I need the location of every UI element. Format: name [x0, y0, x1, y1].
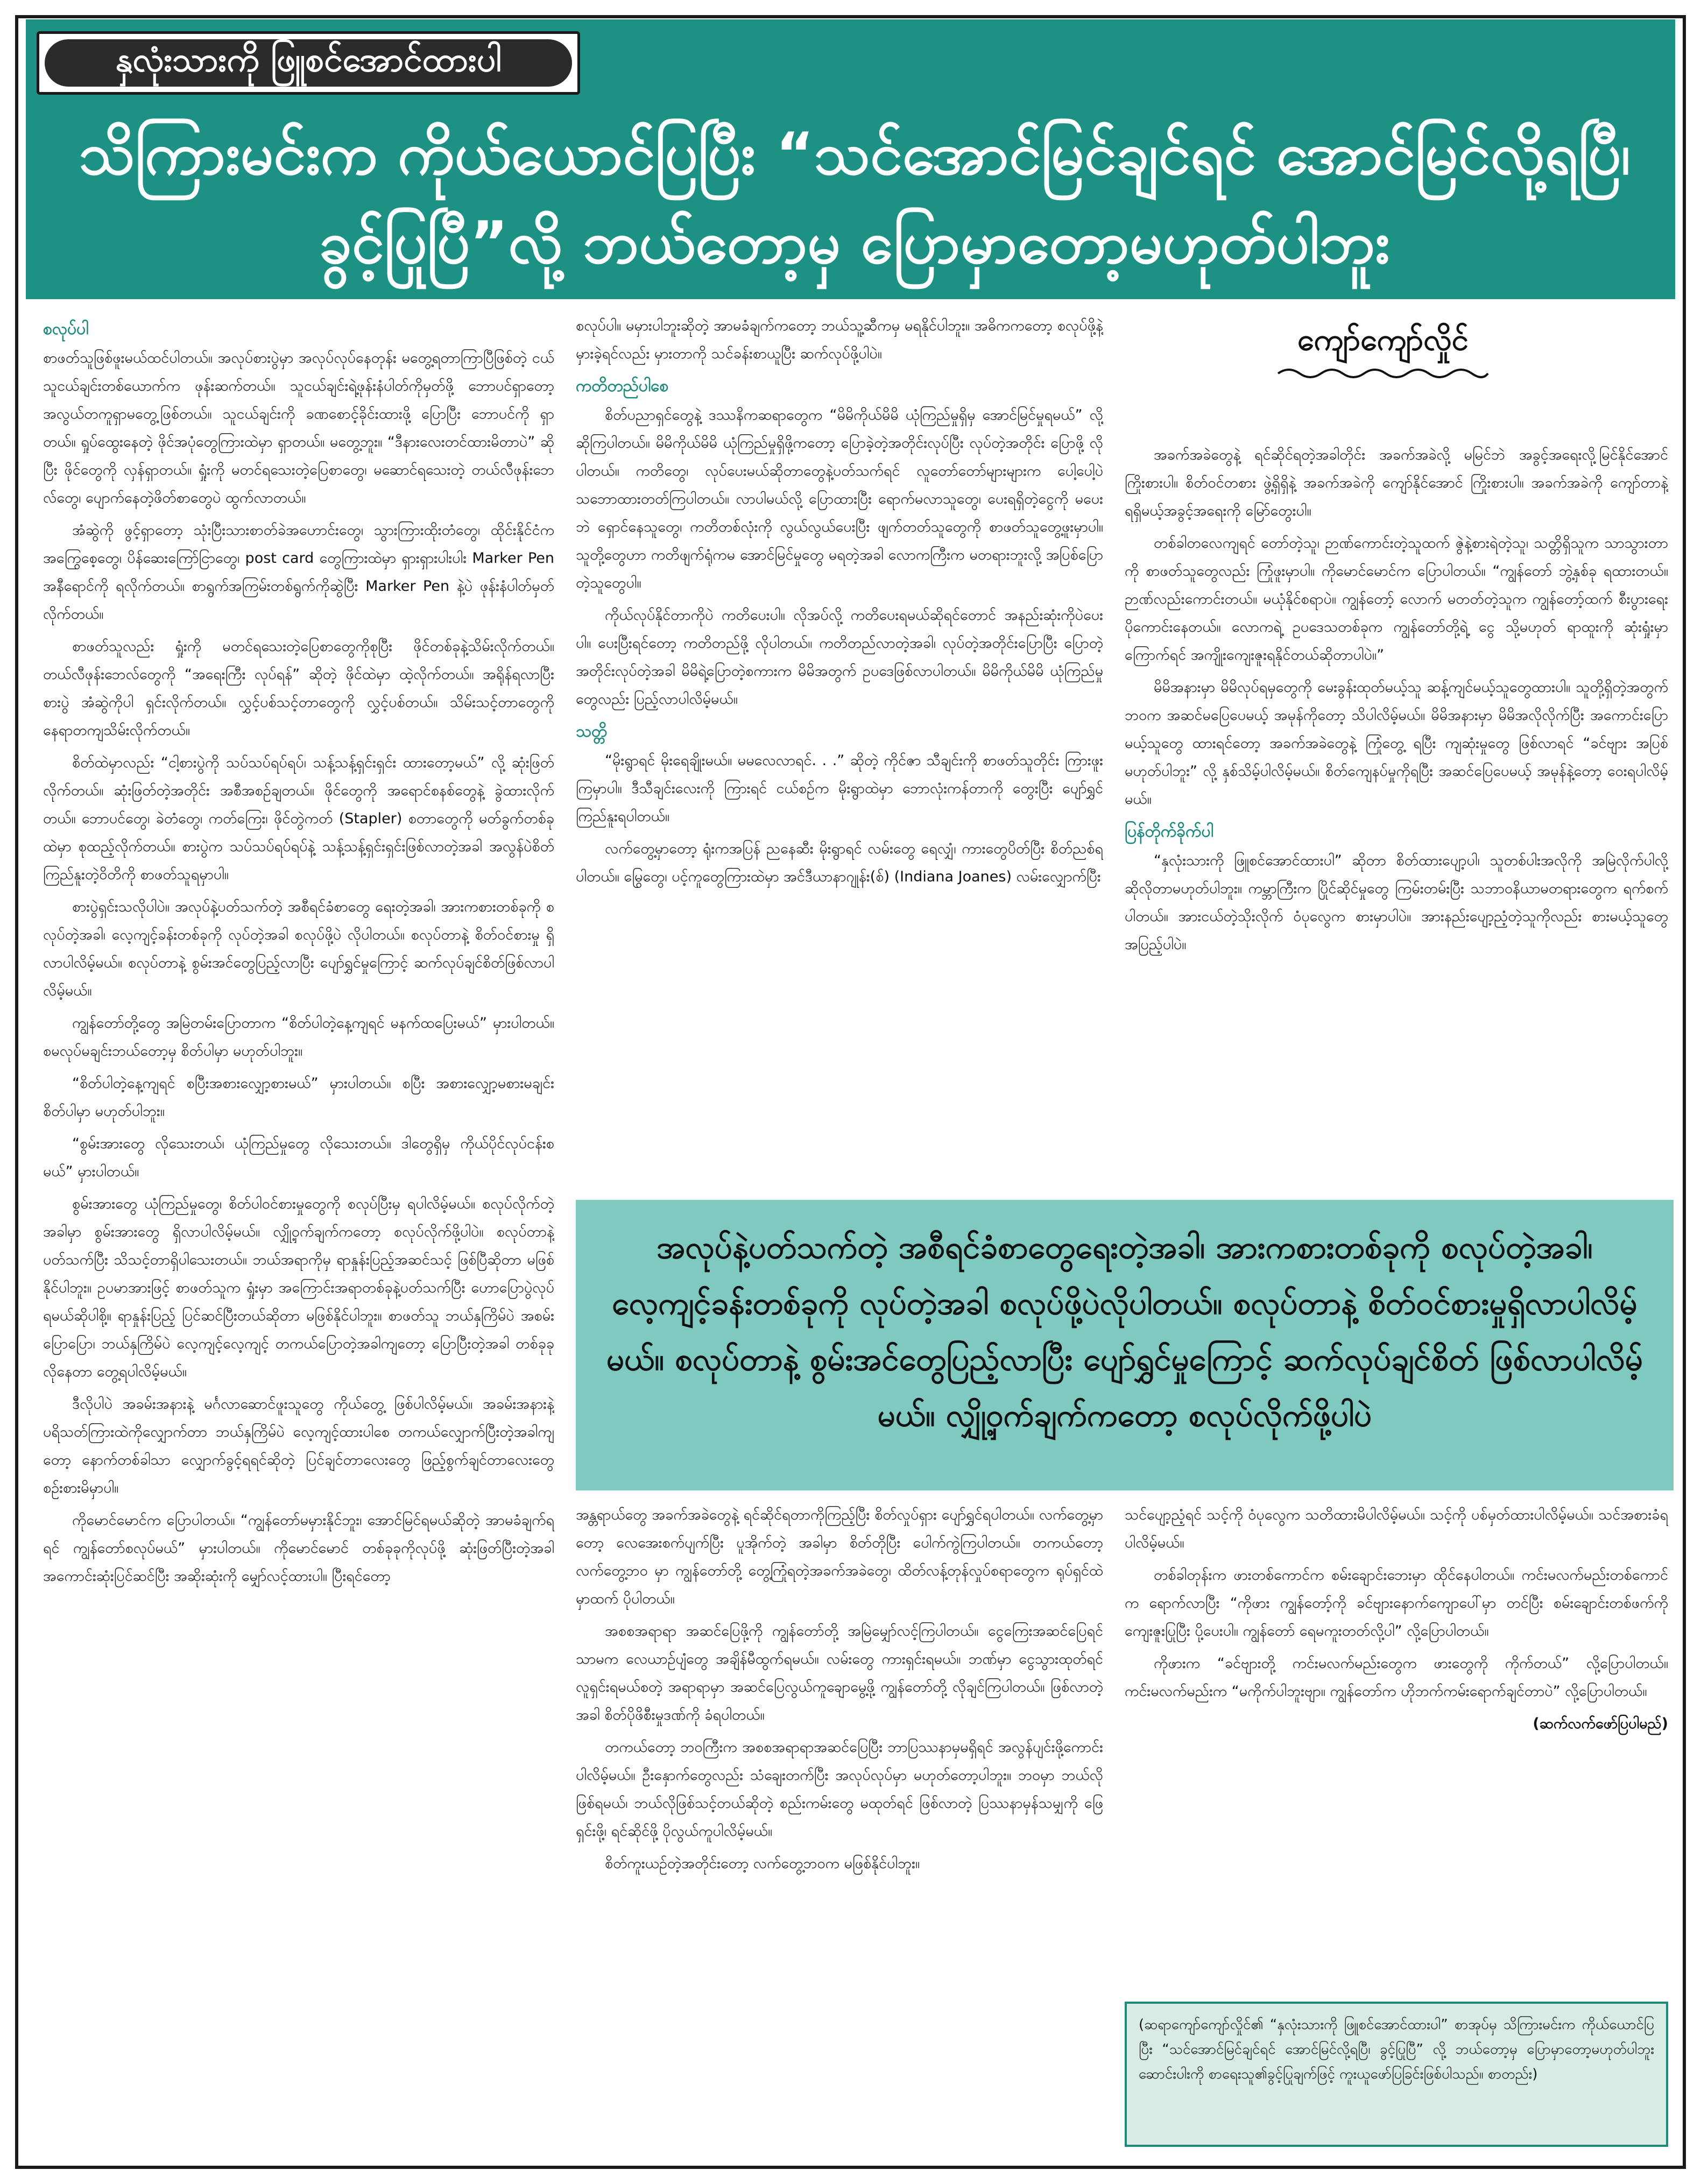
column-3-lower: [1125, 1501, 1668, 1985]
header-band: [26, 19, 1675, 299]
paragraph: စွမ်းအားတွေ ယုံကြည်မှုတွေ၊ စိတ်ပါဝင်စားမှုတွေကို စလုပ်ပြီးမှ ရပါလိမ့်မယ်။ စလုပ်လိုက်တဲ့အခါမှာ စွမ်းအားတွေ ရှိလာပါလိမ့်မယ်။ လျှို့ဝှက်ချက်ကတော့ စလုပ်လိုက်ဖို့ပါပဲ။ စလုပ်တာနဲ့ပတ်သက်ပြီး သိသင့်တာရှိပါသေးတယ်။ ဘယ်အရာကိုမှ ရာနှုန်းပြည့်အဆင်သင့် ဖြစ်ပြီဆိုတာ မဖြစ်နိုင်ပါဘူး။ ဥပမာအားဖြင့် စာဖတ်သူက ရှုံးမှာ အကြောင်းအရာတစ်ခုနဲ့ပတ်သက်ပြီး ဟောပြောပွဲလုပ်ရမယ်ဆိုပါစို့။ ရာနှုန်းပြည့် ပြင်ဆင်ပြီးတယ်ဆိုတာ မဖြစ်နိုင်ပါဘူး။ စာဖတ်သူ ဘယ်နှကြိမ်ပဲ အစမ်းပြောပြော၊ ဘယ်နှကြိမ်ပဲ လေ့ကျင့်လေ့ကျင့် တကယ်ပြောတဲ့အခါကျတော့ ပြောပြီးတဲ့အခါ တစ်ခုခုလိုနေတာ တွေ့ရပါလိမ့်မယ်။: [43, 1196, 554, 1380]
paragraph: စားပွဲရှင်းသလိုပါပဲ။ အလုပ်နဲ့ပတ်သက်တဲ့ အစီရင်ခံစာတွေ ရေးတဲ့အခါ၊ အားကစားတစ်ခုကို စလုပ်တဲ့အခါ၊ လေ့ကျင့်ခန်းတစ်ခုကို လုပ်တဲ့အခါ စလုပ်ဖို့ပဲ လိုပါတယ်။ စလုပ်တာနဲ့ စိတ်ဝင်စားမှု ရှိလာပါလိမ့်မယ်။ စလုပ်တာနဲ့ စွမ်းအင်တွေပြည့်လာပြီး ပျော်ရွှင်မှုကြောင့် ဆက်လုပ်ချင်စိတ်ဖြစ်လာပါလိမ့်မယ်။: [43, 899, 554, 999]
paragraph: “စိတ်ပါတဲ့နေ့ကျရင် စပြီးအစားလျှော့စားမယ်” မှားပါတယ်။ စပြီး အစားလျှော့မစားမချင်း စိတ်ပါမှာ မဟုတ်ပါဘူး။: [43, 1075, 554, 1120]
article-headline: သိကြားမင်းက ကိုယ်ယောင်ပြပြီး “သင်အောင်မြင်ချင်ရင် အောင်မြင်လို့ရပြီ၊ ခွင့်ပြုပြီ”လို့ ဘယ်တော့မှ ပြောမှာတော့မဟုတ်ပါဘူး: [79, 121, 1631, 277]
author-name: ကျော်ကျော်လှိုင်: [1297, 322, 1469, 357]
paragraph: ကိုမောင်မောင်က ပြောပါတယ်။ “ကျွန်တော်မမှားနိုင်ဘူး၊ အောင်မြင်ရမယ်ဆိုတဲ့ အာမခံချက်ရရင် ကျွန်တော်စလုပ်မယ်” မှားပါတယ်။ ကိုမောင်မောင် တစ်ခုခုကိုလုပ်ဖို့ ဆုံးဖြတ်ပြီးတဲ့အခါ အကောင်းဆုံးပြင်ဆင်ပြီး အဆိုးဆုံးကို မျှော်လင့်ထားပါ။ ပြီးရင်တော့: [43, 1512, 554, 1585]
subhead-courage: သတ္တိ: [576, 722, 608, 741]
subhead-fight-back: ပြန်တိုက်ခိုက်ပါ: [1125, 822, 1213, 841]
paragraph: ကိုဖားက “ခင်ဗျားတို့ ကင်းမလက်မည်းတွေက ဖားတွေကို ကိုက်တယ်” လို့ပြောပါတယ်။ ကင်းမလက်မည်းက “မကိုက်ပါဘူးဗျာ။ ကျွန်တော်က ဟိုဘက်ကမ်းရောက်ချင်တာပဲ” လို့ပြောပါတယ်။: [1125, 1655, 1668, 1700]
paragraph: အစစအရာရာ အဆင်ပြေဖို့ကို ကျွန်တော်တို့ အမြဲမျှော်လင့်ကြပါတယ်။ ငွေကြေးအဆင်ပြေရင်သာမက လေယာဉ်ပျံတွေ အချိန်မီထွက်ရမယ်။ လမ်းတွေ ကားရှင်းရမယ်။ ဘဏ်မှာ ငွေသွားထုတ်ရင် လူရှင်းရမယ်စတဲ့ အရာရာမှာ အဆင်ပြေလွယ်ကူချောမွေ့ဖို့ ကျွန်တော်တို့ လိုချင်ကြပါတယ်။ ဖြစ်လာတဲ့အခါ စိတ်ပိုဖိစီးမှုဒဏ်ကို ခံရပါတယ်။: [576, 1623, 1103, 1723]
paragraph: တစ်ခါတလေကျရင် တော်တဲ့သူ၊ ဉာဏ်ကောင်းတဲ့သူထက် ဇွဲနဲ့စားရဲတဲ့သူ၊ သတ္တိရှိသူက သာသွားတာကို စာဖတ်သူတွေလည်း ကြုံဖူးမှာပါ။ ကိုမောင်မောင်က ပြောပါတယ်။ “ကျွန်တော် ဘွဲ့နှစ်ခု ရထားတယ်။ ဉာဏ်လည်းကောင်းတယ်။ မယုံနိုင်စရာပဲ။ ကျွန်တော့် လောက် မတတ်တဲ့သူက ကျွန်တော့်ထက် စီးပွားရေးပိုကောင်းနေတယ်။ လောကရဲ့ ဥပဒေသတစ်ခုက ကျွန်တော်တို့ရဲ့ ငွေ သို့မဟုတ် ရာထူးကို ဆုံးရှုံးမှာကြောက်ရင် အကျိုးကျေးဇူးရနိုင်တယ်ဆိုတာပါပဲ။”: [1125, 535, 1668, 663]
paragraph: စာဖတ်သူဖြစ်ဖူးမယ်ထင်ပါတယ်။ အလုပ်စားပွဲမှာ အလုပ်လုပ်နေတုန်း မတွေ့ရတာကြာပြီဖြစ်တဲ့ ငယ်သူငယ်ချင်းတစ်ယောက်က ဖုန်းဆက်တယ်။ သူငယ်ချင်းရဲ့ဖုန်းနံပါတ်ကိုမှတ်ဖို့ ဘောပင်ရှာတော့ အလွယ်တကူရှာမတွေ့ဖြစ်တယ်။ သူငယ်ချင်းကို ခဏစောင့်ခိုင်းထားဖို့ ပြောပြီး ဘောပင်ကို ရှာတယ်။ ရှုပ်ထွေးနေတဲ့ ဖိုင်အပုံတွေကြားထဲမှာ ရှာတယ်။ မတွေ့ဘူး။ “ဒီနားလေးတင်ထားမိတာပဲ” ဆိုပြီး ဖိုင်တွေကို လှန်ရှာတယ်။ ရှုံးကို မတင်ရသေးတဲ့ပြေစာတွေ၊ မဆောင်ရသေးတဲ့ တယ်လီဖုန်းဘေလ်တွေ၊ ပျောက်နေတဲ့ဖိတ်စာတွေပဲ ထွက်လာတယ်။: [43, 350, 554, 506]
column-2: [576, 312, 1103, 1195]
subhead-keep-promise: ကတိတည်ပါစေ: [576, 377, 669, 395]
paragraph: ဒီလိုပါပဲ အခမ်းအနားနဲ့ မင်္ဂလာဆောင်ဖူးသူတွေ ကိုယ်တွေ့ ဖြစ်ပါလိမ့်မယ်။ အခမ်းအနားနဲ့ ပရိသတ်ကြားထဲကိုလျှောက်တာ ဘယ်နှကြိမ်ပဲ လေ့ကျင့်ထားပါစေ တကယ်လျှောက်ပြီးတဲ့အခါကျတော့ နောက်တစ်ခါသာ လျှောက်ခွင့်ရရင်ဆိုတဲ့ ပြင်ချင်တာလေးတွေ ဖြည့်စွက်ချင်တာလေးတွေ စဉ်းစားမိမှာပါ။: [43, 1396, 554, 1496]
column-1: [43, 312, 554, 2147]
paragraph: “နှလုံးသားကို ဖြူစင်အောင်ထားပါ” ဆိုတာ စိတ်ထားပျော့ပါ၊ သူတစ်ပါးအလိုကို အမြဲလိုက်ပါလို့ ဆိုလိုတာမဟုတ်ပါဘူး။ ကမ္ဘာကြီးက ပြိုင်ဆိုင်မှုတွေ ကြမ်းတမ်းပြီး သဘာဝနိယာမတရားတွေက ရက်စက်ပါတယ်။ အားငယ်တဲ့သိုးလိုက် ဝံပုလွေက စားမှာပါပဲ။ အားနည်းပျော့ညံ့တဲ့သူကိုလည်း စားမယ့်သူတွေ အပြည့်ပါပဲ။: [1125, 852, 1668, 953]
to-be-continued: (ဆက်လက်ဖော်ပြပါမည်): [1533, 1715, 1668, 1732]
paragraph: တစ်ခါတုန်းက ဖားတစ်ကောင်က စမ်းချောင်းဘေးမှာ ထိုင်နေပါတယ်။ ကင်းမလက်မည်းတစ်ကောင်က ရောက်လာပြီး “ကိုဖား ကျွန်တော့်ကို ခင်ဗျားနောက်ကျောပေါ်မှာ တင်ပြီး စမ်းချောင်းတစ်ဖက်ကို ကျေးဇူးပြုပြီး ပို့ပေးပါ။ ကျွန်တော် ရေမကူးတတ်လို့ပါ” လို့ပြောပါတယ်။: [1125, 1567, 1668, 1639]
paragraph: ကျွန်တော်တို့တွေ အမြဲတမ်းပြောတာက “စိတ်ပါတဲ့နေ့ကျရင် မနက်ထပြေးမယ်” မှားပါတယ်။ စမလုပ်မချင်းဘယ်တော့မှ စိတ်ပါမှာ မဟုတ်ပါဘူး။: [43, 1015, 554, 1059]
column-3: [1125, 441, 1668, 1195]
paragraph: ကိုယ်လုပ်နိုင်တာကိုပဲ ကတိပေးပါ။ လိုအပ်လို့ ကတိပေးရမယ်ဆိုရင်တောင် အနည်းဆုံးကိုပဲပေးပါ။ ပေးပြီးရင်တော့ ကတိတည်ဖို့ လိုပါတယ်။ ကတိတည်လာတဲ့အခါ၊ လုပ်တဲ့အတိုင်းပြောပြီး ပြောတဲ့အတိုင်းလုပ်တဲ့အခါ မိမိရဲ့ပြောတဲ့စကားက မိမိအတွက် ဥပဒေဖြစ်လာပါတယ်။ မိမိကိုယ်မိမိ ယုံကြည်မှုတွေလည်း ပြည့်လာပါလိမ့်မယ်။: [576, 607, 1103, 708]
byline: [1238, 319, 1528, 399]
paragraph: အခက်အခဲတွေနဲ့ ရင်ဆိုင်ရတဲ့အခါတိုင်း အခက်အခဲလို့ မမြင်ဘဲ အခွင့်အရေးလို့မြင်နိုင်အောင် ကြိုးစားပါ။ စိတ်ဝင်တစား ဖွဲ့ရှိရှိနဲ့ အခက်အခဲကို ကျော်နိုင်အောင် ကြိုးစားပါ။ အခက်အခဲကို ကျော်တာနဲ့ ရရှိမယ့်အခွင့်အရေးကို မြော်တွေးပါ။: [1125, 447, 1668, 519]
series-title: နှလုံးသားကို ဖြူစင်အောင်ထားပါ: [45, 39, 572, 87]
subhead-start: စလုပ်ပါ: [43, 320, 89, 338]
paragraph: စိတ်ကူးယဉ်တဲ့အတိုင်းတော့ လက်တွေ့ဘဝက မဖြစ်နိုင်ပါဘူး။: [605, 1855, 920, 1872]
paragraph: စာဖတ်သူလည်း ရှုံးကို မတင်ရသေးတဲ့ပြေစာတွေကိုစုပြီး ဖိုင်တစ်ခုနဲ့သိမ်းလိုက်တယ်။ တယ်လီဖုန်းဘေလ်တွေကို “အရေးကြီး လုပ်ရန်” ဆိုတဲ့ ဖိုင်ထဲမှာ ထဲ့လိုက်တယ်။ အရိုန်ရလာပြီး စားပွဲ အံဆွဲကိုပါ ရှင်းလိုက်တယ်။ လွှင့်ပစ်သင့်တာတွေကို လွှင့်ပစ်တယ်။ သိမ်းသင့်တာတွေကို နေရာတကျသိမ်းလိုက်တယ်။: [43, 638, 554, 739]
pull-quote: အလုပ်နဲ့ပတ်သက်တဲ့ အစီရင်ခံစာတွေရေးတဲ့အခါ၊ အားကစားတစ်ခုကို စလုပ်တဲ့အခါ၊ လေ့ကျင့်ခန်းတစ်ခုကို လုပ်တဲ့အခါ စလုပ်ဖို့ပဲလိုပါတယ်။ စလုပ်တာနဲ့ စိတ်ဝင်စားမှုရှိလာပါလိမ့်မယ်။ စလုပ်တာနဲ့ စွမ်းအင်တွေပြည့်လာပြီး ပျော်ရွှင်မှုကြောင့် ဆက်လုပ်ချင်စိတ် ဖြစ်လာပါလိမ့်မယ်။ လျှို့ဝှက်ချက်ကတော့ စလုပ်လိုက်ဖို့ပါပဲ: [576, 1200, 1674, 1490]
paragraph: အန္တရာယ်တွေ အခက်အခဲတွေနဲ့ ရင်ဆိုင်ရတာကိုကြည့်ပြီး စိတ်လှုပ်ရှား ပျော်ရွှင်ရပါတယ်။ လက်တွေ့မှာတော့ လေအေးစက်ပျက်ပြီး ပူအိုက်တဲ့ အခါမှာ စိတ်တိုပြီး ပေါက်ကွဲကြပါတယ်။ တကယ်တော့ လက်တွေ့ဘဝ မှာ ကျွန်တော်တို့ တွေ့ကြုံရတဲ့အခက်အခဲတွေ၊ ထိတ်လန့်တုန်လှုပ်စရာတွေက ရုပ်ရှင်ထဲမှာထက် ပိုပါတယ်။: [576, 1507, 1103, 1607]
paragraph: စလုပ်ပါ။ မမှားပါဘူးဆိုတဲ့ အာမခံချက်ကတော့ ဘယ်သူ့ဆီကမှ မရနိုင်ပါဘူး။ အဓိကကတော့ စလုပ်ဖို့နဲ့ မှားခဲ့ရင်လည်း မှားတာကို သင်ခန်းစာယူပြီး ဆက်လုပ်ဖို့ပါပဲ။: [576, 317, 1103, 362]
paragraph: တကယ်တော့ ဘဝကြီးက အစစအရာရာအဆင်ပြေပြီး ဘာပြဿနာမှမရှိရင် အလွန်ပျင်းဖို့ကောင်းပါလိမ့်မယ်။ ဦးနှောက်တွေလည်း သံချေးတက်ပြီး အလုပ်လုပ်မှာ မဟုတ်တော့ပါဘူး။ ဘဝမှာ ဘယ်လိုဖြစ်ရမယ်၊ ဘယ်လိုဖြစ်သင့်တယ်ဆိုတဲ့ စည်းကမ်းတွေ မထုတ်ရင် ဖြစ်လာတဲ့ ပြဿနာမှန်သမျှကို ဖြေရှင်းဖို့၊ ရင်ဆိုင်ဖို့ ပိုလွယ်ကူပါလိမ့်မယ်။: [576, 1739, 1103, 1840]
paragraph: စိတ်ထဲမှာလည်း “ငါ့စားပွဲကို သပ်သပ်ရပ်ရပ်၊ သန့်သန့်ရှင်းရှင်း ထားတော့မယ်” လို့ ဆုံးဖြတ်လိုက်တယ်။ ဆုံးဖြတ်တဲ့အတိုင်း အစီအစဉ်ချတယ်။ ဖိုင်တွေကို အရောင်စနစ်တွေနဲ့ ခွဲထားလိုက်တယ်။ ဘောပင်တွေ၊ ခဲတံတွေ၊ ကတ်ကြေး၊ ဖိုင်တွဲကတ် (Stapler) စတာတွေကို မတ်ခွက်တစ်ခုထဲမှာ စုထည့်လိုက်တယ်။ စားပွဲက သပ်သပ်ရပ်ရပ်နဲ့ သန့်သန့်ရှင်းရှင်းဖြစ်လာတဲ့အခါ အလွန်ပဲစိတ်ကြည်နူးတဲ့ဝိတိကို စာဖတ်သူရမှာပါ။: [43, 754, 554, 883]
paragraph: မိမိအနားမှာ မိမိလုပ်ရမှတွေကို မေးခွန်းထုတ်မယ့်သူ ဆန့်ကျင်မယ့်သူတွေထားပါ။ သူတို့ရှိတဲ့အတွက် ဘဝက အဆင်မပြေပေမယ့် အမုန်ကိုတော့ သိပါလိမ့်မယ်။ မိမိအနားမှာ မိမိအလိုလိုက်ပြီး အကောင်းပြောမယ့်သူတွေ ထားရင်တော့ အခက်အခဲတွေနဲ့ ကြုံတွေ့ ရပြီး ကျဆုံးမှုတွေ ဖြစ်လာရင် “ခင်ဗျား အပြစ်မဟုတ်ပါဘူး” လို့ နှစ်သိမ့်ပါလိမ့်မယ်။ စိတ်ကျေနပ်မှုကိုရပြီး အဆင်ပြေပေမယ့် အမုန်နဲ့တော့ ဝေးရပါလိမ့်မယ်။: [1125, 679, 1668, 808]
paragraph: သင်ပျော့ညံ့ရင် သင့်ကို ဝံပုလွေက သတိထားမိပါလိမ့်မယ်။ သင့်ကို ပစ်မှတ်ထားပါလိမ့်မယ်။ သင်အစားခံရပါလိမ့်မယ်။: [1125, 1507, 1668, 1551]
source-note: (ဆရာကျော်ကျော်လှိုင်၏ “နှလုံးသားကို ဖြူစင်အောင်ထားပါ” စာအုပ်မှ သိကြားမင်းက ကိုယ်ယောင်ပြပြီး “သင်အောင်မြင်ချင်ရင် အောင်မြင်လို့ရပြီ၊ ခွင့်ပြုပြီ” လို့ ဘယ်တော့မှ ပြောမှာတော့မဟုတ်ပါဘူး ဆောင်းပါးကို စာရေးသူ၏ခွင့်ပြုချက်ဖြင့် ကူးယူဖော်ပြခြင်းဖြစ်ပါသည်။ စာတည်း): [1125, 2002, 1668, 2147]
paragraph: လက်တွေ့မှာတော့ ရုံးကအပြန် ညနေဆီး မိုးရွာရင် လမ်းတွေ ရေလျှံ၊ ကားတွေပိတ်ပြီး စိတ်ညစ်ရပါတယ်။ မြွေတွေ၊ ပင့်ကူတွေကြားထဲမှာ အင်ဒီယာနာဂျုန်း(စ်) (Indiana Joanes) လမ်းလျှောက်ပြီး: [576, 840, 1103, 885]
squiggle-divider-icon: [1275, 364, 1491, 383]
paragraph: စိတ်ပညာရှင်တွေနဲ့ ဒဿနိကဆရာတွေက “မိမိကိုယ်မိမိ ယုံကြည်မှုရှိမှ အောင်မြင်မှုရမယ်” လို့ ဆိုကြပါတယ်။ မိမိကိုယ်မိမိ ယုံကြည်မှုရှိဖို့ကတော့ ပြောခဲ့တဲ့အတိုင်းလုပ်ပြီး လုပ်တဲ့အတိုင်း ပြောဖို့ လိုပါတယ်။ ကတိတွေ၊ လုပ်ပေးမယ်ဆိုတာတွေနဲ့ပတ်သက်ရင် လူတော်တော်များများက ပေါ့ပေါ့ပဲသဘောထားတတ်ကြပါတယ်။ လာပါမယ်လို့ ပြောထားပြီး ရောက်မလာသူတွေ၊ ပေးရရှိတဲ့ငွေကို မပေးဘဲ ရှောင်နေသူတွေ၊ ကတိတစ်လုံးကို လွယ်လွယ်ပေးပြီး ဖျက်တတ်သူတွေကို စာဖတ်သူတွေ့ဖူးမှာပါ။ သူတို့တွေဟာ ကတိဖျက်ရုံကမ အောင်မြင်မှုတွေ မရတဲ့အခါ လောကကြီးက မတရားဘူးလို့ အပြစ်ပြောတဲ့သူတွေပါ။: [576, 407, 1103, 591]
paragraph: “စွမ်းအားတွေ လိုသေးတယ်၊ ယုံကြည်မှုတွေ လိုသေးတယ်။ ဒါတွေရှိမှ ကိုယ်ပိုင်လုပ်ငန်းစမယ်” မှားပါတယ်။: [43, 1135, 554, 1180]
paragraph: အံဆွဲကို ဖွင့်ရှာတော့ သုံးပြီးသားစာတ်ခဲအဟောင်းတွေ၊ သွားကြားထိုးတံတွေ၊ ထိုင်းနိုင်ငံက အကြွေစေ့တွေ၊ ပိန်ဆေးကြော်ငြာတွေ၊ post card တွေကြားထဲမှာ ရှားရှားပါးပါး Marker Pen အနီရောင်ကို ရလိုက်တယ်။ စာရွက်အကြမ်းတစ်ရွက်ကိုဆွဲပြီး Marker Pen နဲ့ပဲ ဖုန်းနံပါတ်မှတ်လိုက်တယ်။: [43, 522, 554, 623]
series-kicker: [37, 31, 580, 95]
paragraph: “မိုးရွာရင် မိုးရေချိုးမယ်။ မမလေလာရင်. . .” ဆိုတဲ့ ကိုင်ဇာ သီချင်းကို စာဖတ်သူတိုင်း ကြားဖူးကြမှာပါ။ ဒီသီချင်းလေးကို ကြားရင် ငယ်စဉ်က မိုးရွာထဲမှာ ဘောလုံးကန်တာကို တွေးပြီး ပျော်ရွှင်ကြည်နူးရပါတယ်။: [576, 752, 1103, 825]
column-2-lower: [576, 1501, 1103, 2147]
